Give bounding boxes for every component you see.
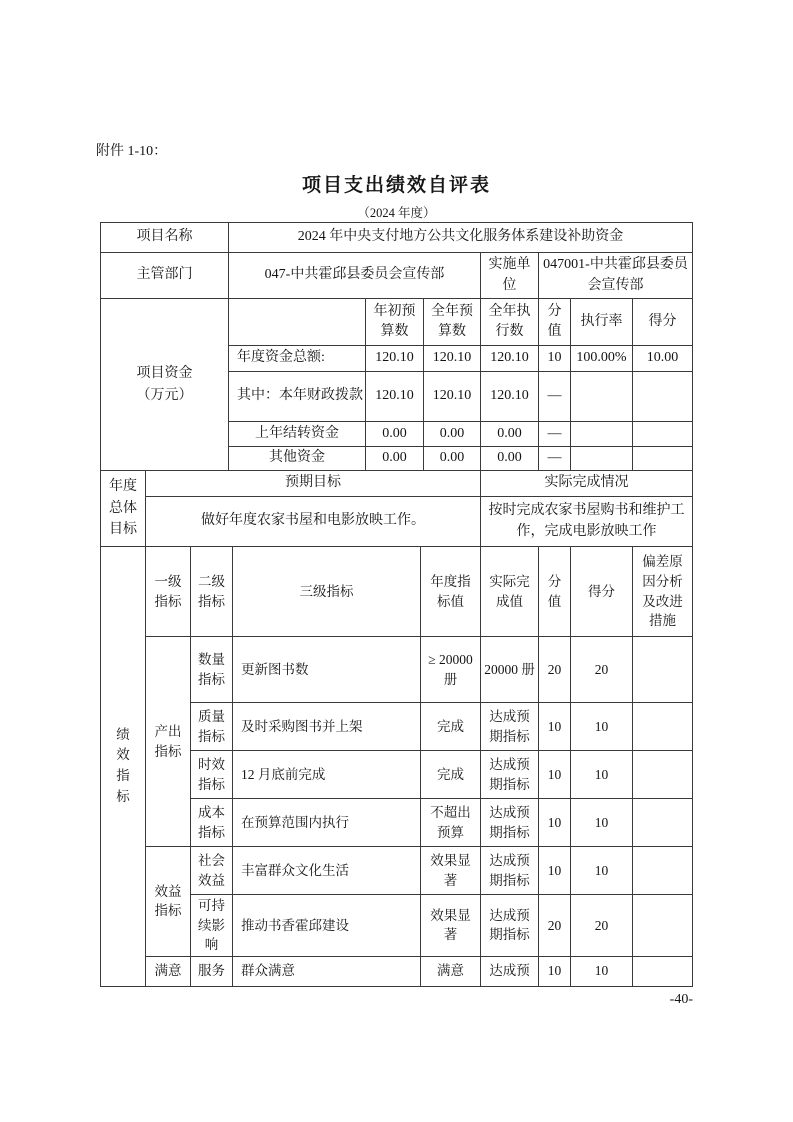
perf-score: 10	[571, 703, 633, 751]
perf-deviation	[633, 751, 693, 799]
dept-label: 主管部门	[101, 253, 229, 299]
annual-goal-table	[100, 470, 693, 547]
document-subtitle: （2024 年度）	[357, 206, 436, 220]
perf-l3: 推动书香霍邱建设	[233, 895, 421, 957]
perf-l2: 质量指标	[191, 703, 233, 751]
funds-rate: 100.00%	[571, 346, 633, 372]
perf-section-label-text: 绩效指标	[116, 726, 130, 805]
goal-section-label	[101, 471, 146, 547]
funds-annual: 0.00	[424, 447, 481, 471]
project-name-label: 项目名称	[101, 223, 229, 253]
funds-executed: 120.10	[481, 346, 539, 372]
project-name-row	[101, 223, 693, 253]
project-header-table	[100, 222, 693, 299]
perf-actual: 达成预期指标	[481, 703, 539, 751]
perf-weight: 10	[539, 751, 571, 799]
perf-actual: 20000 册	[481, 637, 539, 703]
perf-l2: 数量指标	[191, 637, 233, 703]
funds-header-executed: 全年执行数	[481, 299, 539, 346]
perf-l2: 社会效益	[191, 847, 233, 895]
funds-weight: —	[539, 447, 571, 471]
perf-score: 10	[571, 847, 633, 895]
perf-l2: 可持续影响	[191, 895, 233, 957]
funds-row-label: 其他资金	[229, 447, 366, 471]
attachment-label: 附件 1-10：	[96, 144, 168, 159]
perf-header-row	[101, 547, 693, 637]
perf-section-label	[101, 547, 146, 987]
project-name-value: 2024 年中央支付地方公共文化服务体系建设补助资金	[229, 223, 693, 253]
impl-unit-label: 实施单位	[481, 253, 539, 299]
perf-target: 满意	[421, 956, 481, 986]
funds-rate	[571, 447, 633, 471]
perf-l1-satisfaction: 满意	[146, 956, 191, 986]
funds-initial: 120.10	[366, 372, 424, 422]
perf-score: 10	[571, 751, 633, 799]
perf-row-social	[101, 847, 693, 895]
document-title: 项目支出绩效自评表	[301, 175, 491, 196]
funds-annual: 120.10	[424, 346, 481, 372]
perf-header-weight: 分值	[539, 547, 571, 637]
self-evaluation-table	[100, 222, 692, 987]
page-number: -40-	[669, 992, 693, 1007]
department-row	[101, 253, 693, 299]
perf-weight: 20	[539, 895, 571, 957]
perf-actual: 达成预	[481, 956, 539, 986]
impl-unit-value: 047001-中共霍邱县委员会宣传部	[539, 253, 693, 299]
goal-expected-header: 预期目标	[146, 471, 481, 497]
perf-header-l1: 一级指标	[146, 547, 191, 637]
perf-header-l2: 二级指标	[191, 547, 233, 637]
goal-content-row	[101, 497, 693, 547]
perf-l2: 服务	[191, 956, 233, 986]
funds-annual: 120.10	[424, 372, 481, 422]
perf-target: ≥ 20000 册	[421, 637, 481, 703]
perf-actual: 达成预期指标	[481, 751, 539, 799]
funds-weight: 10	[539, 346, 571, 372]
funds-executed: 0.00	[481, 422, 539, 447]
perf-target: 效果显著	[421, 847, 481, 895]
funds-initial: 120.10	[366, 346, 424, 372]
perf-header-target: 年度指标值	[421, 547, 481, 637]
perf-actual: 达成预期指标	[481, 799, 539, 847]
perf-l2: 时效指标	[191, 751, 233, 799]
funds-section-label-text: 项目资金（万元）	[136, 365, 193, 403]
perf-actual: 达成预期指标	[481, 895, 539, 957]
perf-weight: 10	[539, 956, 571, 986]
perf-weight: 10	[539, 703, 571, 751]
funds-score	[633, 372, 693, 422]
performance-table	[100, 546, 693, 987]
funds-weight: —	[539, 372, 571, 422]
perf-weight: 10	[539, 799, 571, 847]
funds-header-row	[101, 299, 693, 346]
perf-l3: 及时采购图书并上架	[233, 703, 421, 751]
perf-row-satisfaction	[101, 956, 693, 986]
funds-header-initial: 年初预算数	[366, 299, 424, 346]
perf-deviation	[633, 703, 693, 751]
goal-actual-header: 实际完成情况	[481, 471, 693, 497]
funds-initial: 0.00	[366, 422, 424, 447]
funds-blank-cell	[229, 299, 366, 346]
perf-l3: 群众满意	[233, 956, 421, 986]
funds-initial: 0.00	[366, 447, 424, 471]
perf-target: 不超出预算	[421, 799, 481, 847]
funds-table	[100, 298, 693, 471]
funds-row-label: 年度资金总额:	[229, 346, 366, 372]
funds-header-annual: 全年预算数	[424, 299, 481, 346]
goal-actual-value: 按时完成农家书屋购书和维护工作，完成电影放映工作	[481, 497, 693, 547]
perf-target: 完成	[421, 751, 481, 799]
perf-l1-output: 产出指标	[146, 637, 191, 847]
funds-header-rate: 执行率	[571, 299, 633, 346]
funds-rate	[571, 372, 633, 422]
funds-annual: 0.00	[424, 422, 481, 447]
perf-l3: 在预算范围内执行	[233, 799, 421, 847]
perf-score: 10	[571, 799, 633, 847]
perf-l2: 成本指标	[191, 799, 233, 847]
perf-weight: 10	[539, 847, 571, 895]
funds-rate	[571, 422, 633, 447]
funds-score	[633, 422, 693, 447]
goal-expected-value: 做好年度农家书屋和电影放映工作。	[146, 497, 481, 547]
perf-score: 20	[571, 637, 633, 703]
funds-score	[633, 447, 693, 471]
perf-deviation	[633, 895, 693, 957]
perf-score: 20	[571, 895, 633, 957]
perf-header-actual: 实际完成值	[481, 547, 539, 637]
perf-target: 完成	[421, 703, 481, 751]
perf-deviation	[633, 637, 693, 703]
funds-executed: 120.10	[481, 372, 539, 422]
goal-header-row	[101, 471, 693, 497]
funds-row-label: 上年结转资金	[229, 422, 366, 447]
funds-executed: 0.00	[481, 447, 539, 471]
perf-l3: 更新图书数	[233, 637, 421, 703]
perf-header-score: 得分	[571, 547, 633, 637]
perf-l1-benefit: 效益指标	[146, 847, 191, 957]
perf-weight: 20	[539, 637, 571, 703]
perf-deviation	[633, 956, 693, 986]
perf-header-deviation: 偏差原因分析及改进措施	[633, 547, 693, 637]
perf-l3: 丰富群众文化生活	[233, 847, 421, 895]
funds-weight: —	[539, 422, 571, 447]
funds-header-score: 得分	[633, 299, 693, 346]
perf-deviation	[633, 847, 693, 895]
funds-row-label: 其中：本年财政拨款	[229, 372, 366, 422]
perf-actual: 达成预期指标	[481, 847, 539, 895]
funds-score: 10.00	[633, 346, 693, 372]
perf-target: 效果显著	[421, 895, 481, 957]
perf-deviation	[633, 799, 693, 847]
perf-header-l3: 三级指标	[233, 547, 421, 637]
goal-section-label-text: 年度总体目标	[109, 478, 137, 538]
dept-value: 047-中共霍邱县委员会宣传部	[229, 253, 481, 299]
funds-header-weight: 分值	[539, 299, 571, 346]
perf-l3: 12 月底前完成	[233, 751, 421, 799]
funds-section-label	[101, 299, 229, 471]
perf-row-quantity	[101, 637, 693, 703]
perf-score: 10	[571, 956, 633, 986]
